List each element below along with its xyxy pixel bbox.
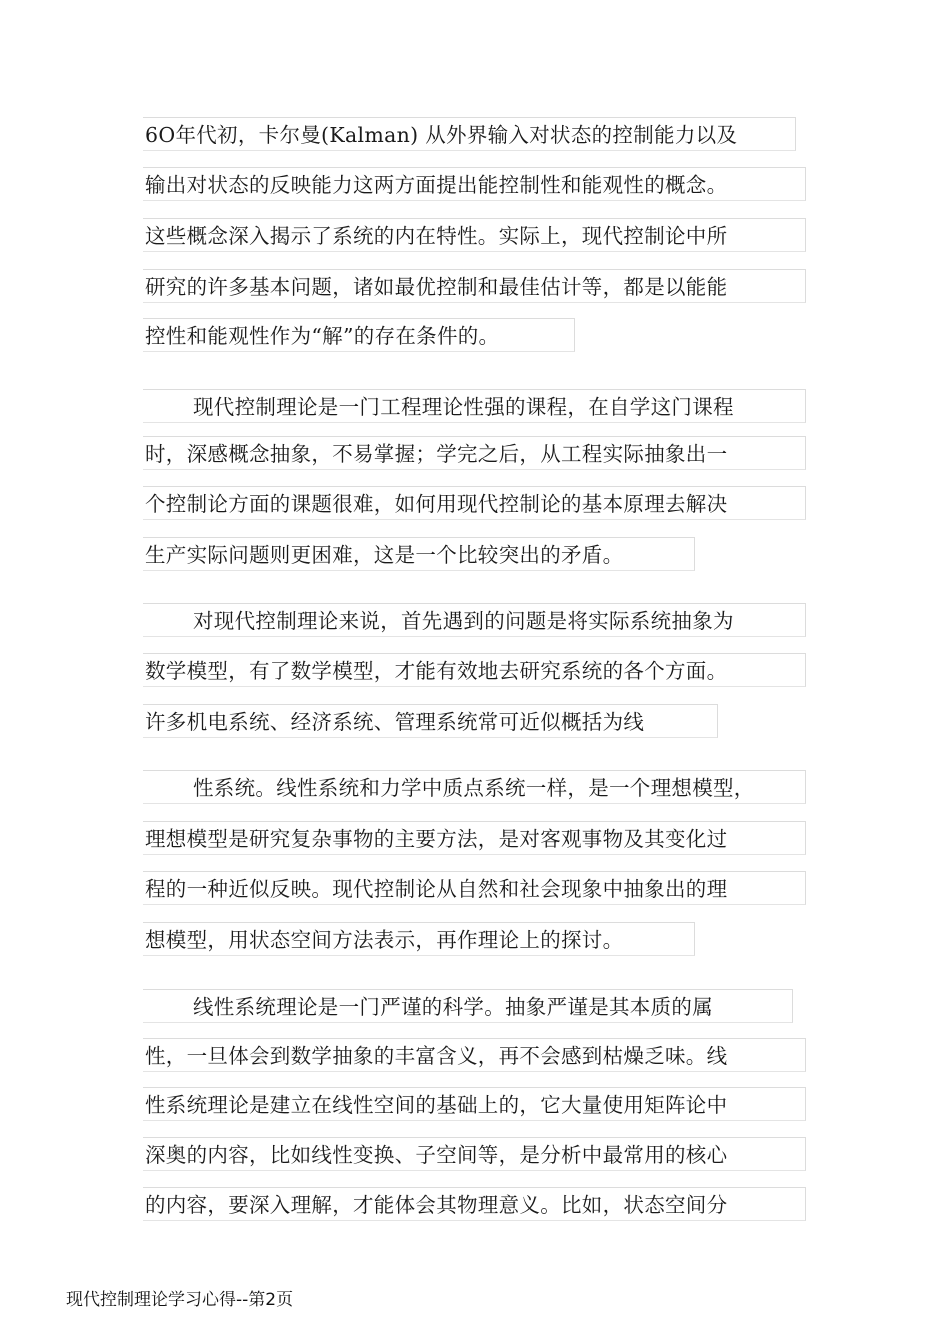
text-line: 个控制论方面的课题很难，如何用现代控制论的基本原理去解决 (143, 486, 806, 520)
text-line: 线性系统理论是一门严谨的科学。抽象严谨是其本质的属 (143, 989, 793, 1023)
text-line: 性，一旦体会到数学抽象的丰富含义，再不会感到枯燥乏味。线 (143, 1038, 806, 1072)
text-line: 理想模型是研究复杂事物的主要方法，是对客观事物及其变化过 (143, 821, 806, 855)
text-line: 输出对状态的反映能力这两方面提出能控制性和能观性的概念。 (143, 167, 806, 201)
text-line: 生产实际问题则更困难，这是一个比较突出的矛盾。 (143, 537, 695, 571)
text-line: 想模型，用状态空间方法表示，再作理论上的探讨。 (143, 922, 695, 956)
text-line: 控性和能观性作为“解”的存在条件的。 (143, 318, 575, 352)
page-footer: 现代控制理论学习心得--第2页 (66, 1290, 294, 1310)
text-line: 数学模型，有了数学模型，才能有效地去研究系统的各个方面。 (143, 653, 806, 687)
text-line: 性系统。线性系统和力学中质点系统一样，是一个理想模型， (143, 770, 806, 804)
text-line: 现代控制理论是一门工程理论性强的课程，在自学这门课程 (143, 389, 806, 423)
text-line: 的内容，要深入理解，才能体会其物理意义。比如，状态空间分 (143, 1187, 806, 1221)
text-line: 6O年代初，卡尔曼(Kalman) 从外界输入对状态的控制能力以及 (143, 117, 796, 151)
text-line: 时，深感概念抽象，不易掌握；学完之后，从工程实际抽象出一 (143, 436, 806, 470)
text-line: 对现代控制理论来说，首先遇到的问题是将实际系统抽象为 (143, 603, 806, 637)
text-line: 这些概念深入揭示了系统的内在特性。实际上，现代控制论中所 (143, 218, 806, 252)
text-line: 研究的许多基本问题，诸如最优控制和最佳估计等，都是以能能 (143, 269, 806, 303)
text-line: 性系统理论是建立在线性空间的基础上的，它大量使用矩阵论中 (143, 1087, 806, 1121)
text-line: 许多机电系统、经济系统、管理系统常可近似概括为线 (143, 704, 718, 738)
text-line: 深奥的内容，比如线性变换、子空间等，是分析中最常用的核心 (143, 1137, 806, 1171)
text-line: 程的一种近似反映。现代控制论从自然和社会现象中抽象出的理 (143, 871, 806, 905)
